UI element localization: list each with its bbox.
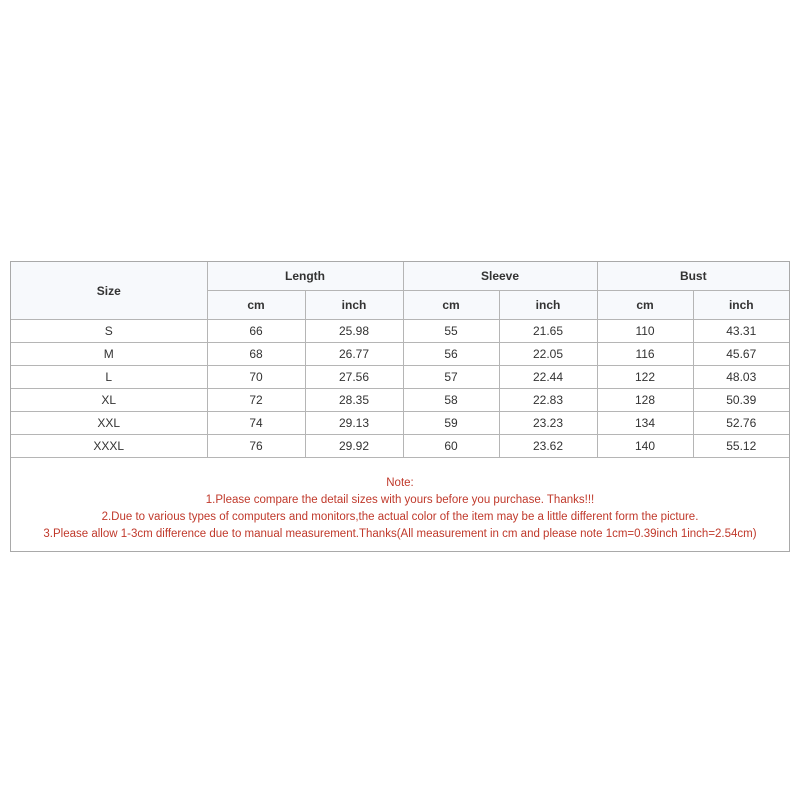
table-cell: 59 — [403, 412, 499, 435]
table-cell: 23.62 — [499, 435, 597, 458]
note-line: 2.Due to various types of computers and monitors,the actual color of the item may be a little different form the picture. — [101, 511, 699, 523]
table-cell: 56 — [403, 343, 499, 366]
size-cell: M — [11, 343, 207, 366]
table-cell: 28.35 — [305, 389, 403, 412]
size-cell: XXL — [11, 412, 207, 435]
table-cell: 45.67 — [693, 343, 789, 366]
table-cell: 68 — [207, 343, 305, 366]
note-title: Note: — [386, 477, 414, 489]
table-cell: 55 — [403, 320, 499, 343]
length-header: Length — [207, 262, 403, 291]
size-cell: XL — [11, 389, 207, 412]
note-section — [11, 458, 789, 551]
table-cell: 22.83 — [499, 389, 597, 412]
table-row — [11, 435, 789, 458]
bust-header: Bust — [597, 262, 789, 291]
length-inch-header: inch — [305, 291, 403, 320]
size-table — [11, 262, 789, 458]
size-cell: S — [11, 320, 207, 343]
sleeve-header: Sleeve — [403, 262, 597, 291]
table-cell: 116 — [597, 343, 693, 366]
table-row — [11, 320, 789, 343]
table-cell: 22.44 — [499, 366, 597, 389]
table-cell: 74 — [207, 412, 305, 435]
table-cell: 76 — [207, 435, 305, 458]
table-cell: 52.76 — [693, 412, 789, 435]
table-cell: 60 — [403, 435, 499, 458]
table-cell: 72 — [207, 389, 305, 412]
size-chart — [10, 261, 790, 552]
note-line: 3.Please allow 1-3cm difference due to manual measurement.Thanks(All measurement in cm and please note 1cm=0.39inch 1inch=2.54cm) — [43, 528, 757, 540]
table-cell: 21.65 — [499, 320, 597, 343]
table-row — [11, 412, 789, 435]
sleeve-cm-header: cm — [403, 291, 499, 320]
bust-cm-header: cm — [597, 291, 693, 320]
table-cell: 29.13 — [305, 412, 403, 435]
table-cell: 50.39 — [693, 389, 789, 412]
table-cell: 29.92 — [305, 435, 403, 458]
table-cell: 128 — [597, 389, 693, 412]
size-cell: XXXL — [11, 435, 207, 458]
table-cell: 25.98 — [305, 320, 403, 343]
table-cell: 22.05 — [499, 343, 597, 366]
table-cell: 70 — [207, 366, 305, 389]
table-cell: 140 — [597, 435, 693, 458]
table-cell: 26.77 — [305, 343, 403, 366]
table-cell: 122 — [597, 366, 693, 389]
size-header: Size — [11, 262, 207, 320]
note-line: 1.Please compare the detail sizes with yours before you purchase. Thanks!!! — [205, 494, 595, 506]
table-cell: 55.12 — [693, 435, 789, 458]
table-cell: 43.31 — [693, 320, 789, 343]
table-cell: 66 — [207, 320, 305, 343]
sleeve-inch-header: inch — [499, 291, 597, 320]
table-cell: 48.03 — [693, 366, 789, 389]
table-cell: 58 — [403, 389, 499, 412]
size-cell: L — [11, 366, 207, 389]
bust-inch-header: inch — [693, 291, 789, 320]
length-cm-header: cm — [207, 291, 305, 320]
table-cell: 23.23 — [499, 412, 597, 435]
table-cell: 27.56 — [305, 366, 403, 389]
table-row — [11, 389, 789, 412]
table-cell: 57 — [403, 366, 499, 389]
header-row-groups — [11, 262, 789, 291]
table-row — [11, 366, 789, 389]
table-row — [11, 343, 789, 366]
table-cell: 110 — [597, 320, 693, 343]
table-cell: 134 — [597, 412, 693, 435]
